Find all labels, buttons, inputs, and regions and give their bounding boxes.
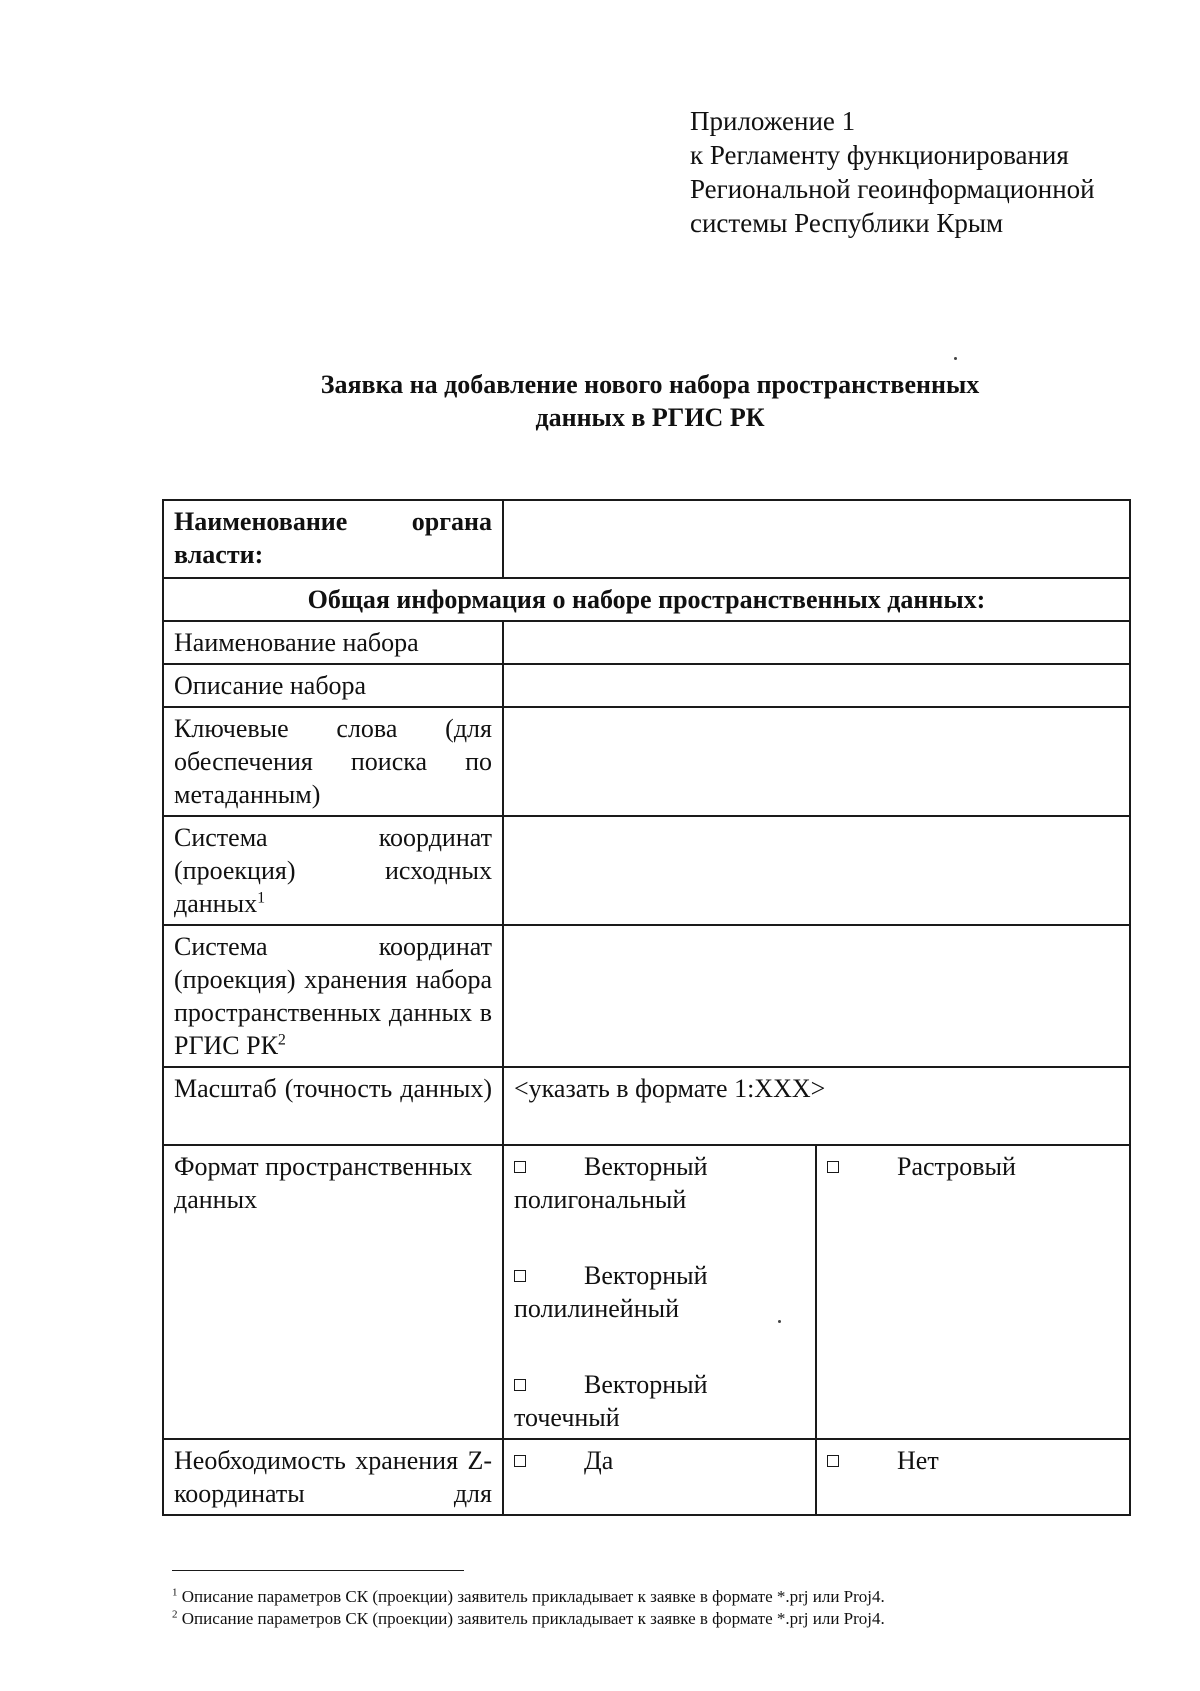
crs-source-field[interactable] <box>503 816 1130 925</box>
option-vector-polygon[interactable] <box>514 1150 805 1216</box>
option-z-yes-label: Да <box>584 1446 614 1475</box>
row-section-general <box>163 578 1130 621</box>
appendix-header <box>690 104 1095 240</box>
appendix-line-3: Региональной геоинформационной <box>690 174 1095 204</box>
crs-storage-field[interactable] <box>503 925 1130 1067</box>
option-vector-point-label: Векторный точечный <box>514 1370 708 1432</box>
authority-field[interactable] <box>503 500 1130 578</box>
row-dataset-desc <box>163 664 1130 707</box>
option-vector-point[interactable] <box>514 1368 805 1434</box>
footnote-separator <box>172 1570 464 1571</box>
footnote-ref-2: 2 <box>277 1031 286 1049</box>
footnote-ref-1: 1 <box>257 889 266 907</box>
option-z-no-label: Нет <box>897 1446 939 1475</box>
footnote-2-mark: 2 <box>172 1608 178 1621</box>
footnote-1-text: Описание параметров СК (проекции) заявитель прикладывает к заявке в формате *.prj или Proj4. <box>181 1587 885 1606</box>
footnote-1-mark: 1 <box>172 1586 178 1599</box>
checkbox-icon[interactable] <box>514 1379 526 1391</box>
section-general-heading: Общая информация о наборе пространственных данных: <box>163 578 1130 621</box>
dataset-desc-field[interactable] <box>503 664 1130 707</box>
footnote-2 <box>172 1608 885 1630</box>
crs-storage-label <box>163 925 503 1067</box>
option-raster[interactable] <box>827 1150 1119 1183</box>
dataset-name-field[interactable] <box>503 621 1130 664</box>
scale-label: Масштаб (точность данных) <box>163 1067 503 1145</box>
crs-source-label-text: Система координат (проекция) исходных данных <box>174 823 492 918</box>
row-crs-source <box>163 816 1130 925</box>
option-raster-label: Растровый <box>897 1152 1016 1181</box>
format-label: Формат пространственных данных <box>163 1145 503 1439</box>
checkbox-icon[interactable] <box>827 1455 839 1467</box>
keywords-label: Ключевые слова (для обеспечения поиска по метаданным) <box>163 707 503 816</box>
row-authority <box>163 500 1130 578</box>
format-vector-options <box>503 1145 816 1439</box>
row-format <box>163 1145 1130 1439</box>
row-crs-storage <box>163 925 1130 1067</box>
option-z-yes[interactable] <box>514 1444 805 1477</box>
authority-label: Наименование органа власти: <box>163 500 503 578</box>
crs-source-label <box>163 816 503 925</box>
row-keywords <box>163 707 1130 816</box>
appendix-line-2: к Регламенту функционирования <box>690 140 1069 170</box>
checkbox-icon[interactable] <box>827 1161 839 1173</box>
checkbox-icon[interactable] <box>514 1270 526 1282</box>
appendix-line-1: Приложение 1 <box>690 106 856 136</box>
document-title <box>150 368 1150 434</box>
option-vector-polygon-label: Векторный полигональный <box>514 1152 708 1214</box>
scan-speck <box>778 1320 781 1323</box>
row-scale <box>163 1067 1130 1145</box>
checkbox-icon[interactable] <box>514 1455 526 1467</box>
z-yes-cell <box>503 1439 816 1515</box>
document-title-line-2: данных в РГИС РК <box>535 403 765 432</box>
checkbox-icon[interactable] <box>514 1161 526 1173</box>
dataset-desc-label: Описание набора <box>163 664 503 707</box>
option-vector-line-label: Векторный полилинейный <box>514 1261 708 1323</box>
keywords-field[interactable] <box>503 707 1130 816</box>
application-form-table <box>162 499 1131 1516</box>
z-coordinate-label: Необходимость хранения Z-координаты для <box>163 1439 503 1515</box>
row-dataset-name <box>163 621 1130 664</box>
format-raster-options <box>816 1145 1130 1439</box>
footnote-1 <box>172 1586 885 1608</box>
document-title-line-1: Заявка на добавление нового набора пространственных <box>320 370 980 399</box>
z-no-cell <box>816 1439 1130 1515</box>
dataset-name-label: Наименование набора <box>163 621 503 664</box>
footnote-2-text: Описание параметров СК (проекции) заявитель прикладывает к заявке в формате *.prj или Proj4. <box>181 1609 885 1628</box>
option-vector-line[interactable] <box>514 1259 805 1325</box>
scale-field[interactable]: <указать в формате 1:ХХХ> <box>503 1067 1130 1145</box>
crs-storage-label-text: Система координат (проекция) хранения набора пространственных данных в РГИС РК <box>174 932 492 1060</box>
appendix-line-4: системы Республики Крым <box>690 208 1004 238</box>
scan-speck <box>954 357 957 360</box>
footnotes <box>172 1586 885 1630</box>
row-z-coordinate <box>163 1439 1130 1515</box>
option-z-no[interactable] <box>827 1444 1119 1477</box>
